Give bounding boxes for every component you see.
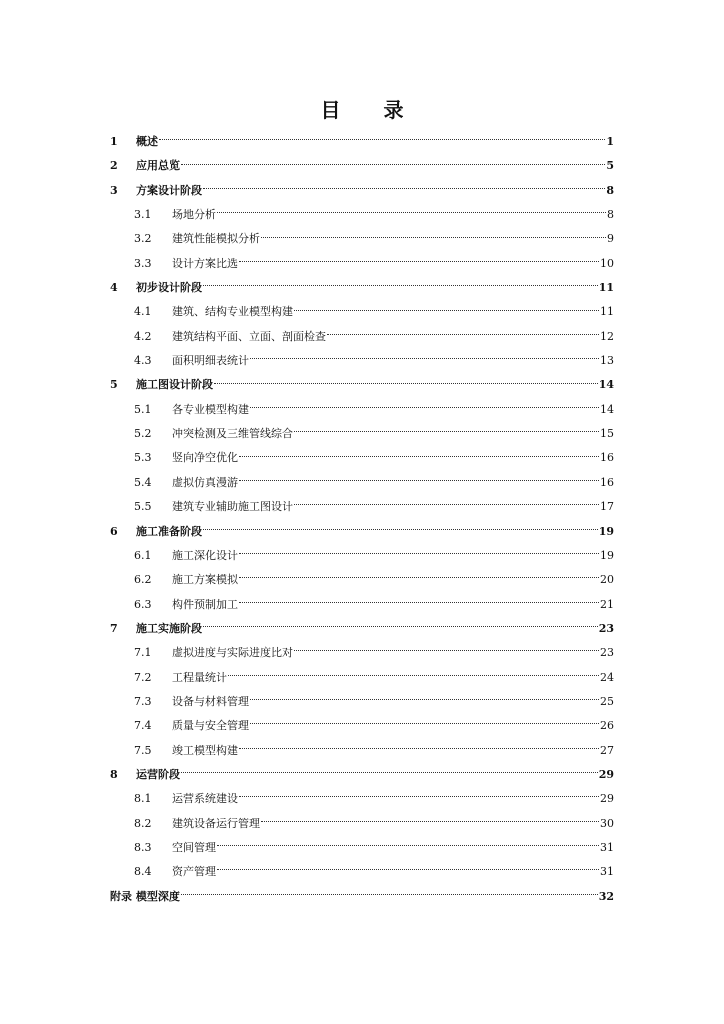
toc-entry-number: 6.3	[134, 597, 152, 611]
toc-entry[interactable]	[110, 179, 614, 203]
toc-entry-number: 7.3	[134, 694, 152, 708]
toc-entry-title: 施工深化设计	[172, 548, 238, 562]
toc-entry-page: 21	[600, 597, 614, 611]
toc-entry-title: 施工准备阶段	[136, 524, 202, 538]
dot-leader	[327, 333, 599, 335]
toc-entry-number: 6.1	[134, 548, 152, 562]
dot-leader	[294, 503, 599, 505]
toc-entry[interactable]	[110, 739, 614, 763]
dot-leader	[228, 674, 599, 676]
dot-leader	[239, 552, 599, 554]
toc-entry-page: 12	[600, 329, 614, 343]
toc-entry[interactable]	[110, 373, 614, 397]
toc-entry-title: 竖向净空优化	[172, 451, 238, 465]
toc-entry[interactable]	[110, 690, 614, 714]
toc-entry[interactable]	[110, 349, 614, 373]
toc-entry-title: 虚拟仿真漫游	[172, 475, 238, 489]
toc-entry[interactable]	[110, 227, 614, 251]
dot-leader	[294, 430, 599, 432]
dot-leader	[217, 211, 606, 213]
dot-leader	[214, 382, 598, 384]
toc-entry-title: 运营系统建设	[172, 792, 238, 806]
dot-leader	[239, 455, 599, 457]
toc-entry-page: 31	[600, 840, 614, 854]
toc-entry-number: 5.3	[134, 451, 152, 465]
toc-entry-number: 5	[110, 378, 118, 392]
dot-leader	[239, 795, 599, 797]
toc-entry[interactable]	[110, 520, 614, 544]
toc-entry-title: 建筑、结构专业模型构建	[172, 305, 293, 319]
toc-entry-title: 概述	[136, 135, 158, 148]
toc-entry-title: 竣工模型构建	[172, 743, 238, 757]
toc-entry[interactable]	[110, 203, 614, 227]
toc-entry-title: 设备与材料管理	[172, 694, 249, 708]
toc-entry[interactable]	[110, 325, 614, 349]
toc-entry[interactable]	[110, 471, 614, 495]
toc-entry-title: 场地分析	[172, 208, 216, 222]
toc-entry[interactable]	[110, 885, 614, 909]
toc-entry-page: 1	[606, 135, 614, 148]
toc-entry[interactable]	[110, 495, 614, 519]
toc-entry[interactable]	[110, 154, 614, 178]
toc-entry[interactable]	[110, 860, 614, 884]
dot-leader	[181, 771, 598, 773]
toc-entry-page: 5	[606, 159, 614, 173]
dot-leader	[239, 260, 599, 262]
toc-entry-title: 建筑结构平面、立面、剖面检查	[172, 329, 326, 343]
toc-entry-number: 7.4	[134, 719, 152, 733]
toc-entry-number: 6.2	[134, 573, 152, 587]
toc-entry-number: 8.4	[134, 865, 152, 879]
toc-entry-number: 7.2	[134, 670, 152, 684]
toc-entry-page: 14	[600, 402, 614, 416]
dot-leader	[203, 284, 598, 286]
toc-entry-title: 空间管理	[172, 840, 216, 854]
toc-entry-page: 19	[598, 524, 614, 538]
toc-entry[interactable]	[110, 568, 614, 592]
toc-entry-page: 25	[600, 694, 614, 708]
dot-leader	[261, 236, 606, 238]
dot-leader	[181, 893, 598, 895]
toc-entry-number: 2	[110, 159, 118, 173]
toc-entry-title: 资产管理	[172, 865, 216, 879]
toc-entry-number: 7	[110, 621, 118, 635]
toc-entry-number: 3	[110, 183, 118, 197]
toc-entry-number: 5.5	[134, 500, 152, 514]
toc-entry-title: 建筑设备运行管理	[172, 816, 260, 830]
toc-entry-page: 8	[606, 183, 614, 197]
toc-entry-page: 16	[600, 475, 614, 489]
toc-entry-title: 质量与安全管理	[172, 719, 249, 733]
toc-entry[interactable]	[110, 812, 614, 836]
toc-entry[interactable]	[110, 446, 614, 470]
toc-entry-title: 冲突检测及三维管线综合	[172, 427, 293, 441]
toc-entry-title: 初步设计阶段	[136, 281, 202, 295]
toc-entry-page: 11	[600, 305, 614, 319]
toc-entry-number: 3.3	[134, 256, 152, 270]
toc-entry-title: 施工图设计阶段	[136, 378, 213, 392]
toc-entry-page: 27	[600, 743, 614, 757]
toc-entry-number: 8	[110, 767, 118, 781]
toc-entry-title: 方案设计阶段	[136, 183, 202, 197]
toc-entry[interactable]	[110, 763, 614, 787]
toc-entry[interactable]	[110, 300, 614, 324]
toc-entry-title: 运营阶段	[136, 767, 180, 781]
page-title: 目 录	[320, 98, 422, 122]
dot-leader	[217, 844, 599, 846]
toc-entry-number: 4.3	[134, 354, 152, 368]
toc-entry[interactable]	[110, 714, 614, 738]
toc-entry[interactable]	[110, 130, 614, 154]
toc-entry[interactable]	[110, 836, 614, 860]
dot-leader	[250, 406, 599, 408]
toc-entry-title: 虚拟进度与实际进度比对	[172, 646, 293, 660]
toc-entry-title: 应用总览	[136, 159, 180, 173]
dot-leader	[261, 820, 599, 822]
toc-entry-number: 3.2	[134, 232, 152, 246]
toc-entry[interactable]	[110, 544, 614, 568]
dot-leader	[250, 722, 599, 724]
toc-entry-title: 各专业模型构建	[172, 402, 249, 416]
toc-entry-title: 面积明细表统计	[172, 354, 249, 368]
toc-entry-page: 11	[598, 281, 614, 295]
toc-entry-page: 32	[598, 889, 614, 903]
toc-entry-page: 24	[600, 670, 614, 684]
toc-entry-number: 4.2	[134, 329, 152, 343]
toc-entry-page: 13	[600, 354, 614, 368]
dot-leader	[181, 163, 605, 165]
toc-entry-number: 1	[110, 135, 118, 148]
dot-leader	[159, 138, 605, 140]
toc-entry-number: 6	[110, 524, 118, 538]
toc-entry-page: 29	[600, 792, 614, 806]
toc-entry-title: 施工实施阶段	[136, 621, 202, 635]
toc-entry-page: 16	[600, 451, 614, 465]
toc-entry-title: 附录 模型深度	[110, 889, 180, 903]
toc-entry[interactable]	[110, 398, 614, 422]
dot-leader	[239, 576, 599, 578]
toc-entry[interactable]	[110, 617, 614, 641]
dot-leader	[250, 698, 599, 700]
dot-leader	[294, 309, 599, 311]
toc-entry-number: 4.1	[134, 305, 152, 319]
dot-leader	[203, 187, 605, 189]
toc-entry-page: 20	[600, 573, 614, 587]
toc-entry-page: 26	[600, 719, 614, 733]
dot-leader	[239, 479, 599, 481]
toc-entry[interactable]	[110, 276, 614, 300]
toc-entry-page: 14	[598, 378, 614, 392]
dot-leader	[203, 528, 598, 530]
dot-leader	[239, 601, 599, 603]
toc-entry-number: 8.3	[134, 840, 152, 854]
toc-entry-number: 5.4	[134, 475, 152, 489]
toc-entry-number: 8.1	[134, 792, 152, 806]
dot-leader	[294, 649, 599, 651]
dot-leader	[217, 868, 599, 870]
toc-entry-page: 23	[600, 646, 614, 660]
toc-entry-page: 9	[607, 232, 614, 246]
toc-entry-title: 设计方案比选	[172, 256, 238, 270]
toc-entry-number: 5.1	[134, 402, 152, 416]
toc-entry-number: 7.5	[134, 743, 152, 757]
toc-entry-title: 构件预制加工	[172, 597, 238, 611]
toc-entry-title: 建筑性能模拟分析	[172, 232, 260, 246]
toc-entry-number: 7.1	[134, 646, 152, 660]
dot-leader	[250, 357, 599, 359]
dot-leader	[239, 747, 599, 749]
toc-entry-number: 3.1	[134, 208, 152, 222]
toc-entry-number: 8.2	[134, 816, 152, 830]
toc-entry-title: 施工方案模拟	[172, 573, 238, 587]
toc-entry-page: 23	[598, 621, 614, 635]
toc-entry-page: 10	[600, 256, 614, 270]
toc-entry-page: 19	[600, 548, 614, 562]
toc-entry-number: 5.2	[134, 427, 152, 441]
dot-leader	[203, 625, 598, 627]
table-of-contents	[110, 130, 614, 909]
toc-entry[interactable]	[110, 666, 614, 690]
toc-entry[interactable]	[110, 252, 614, 276]
toc-entry-page: 8	[607, 208, 614, 222]
toc-entry-page: 15	[600, 427, 614, 441]
toc-entry-number: 4	[110, 281, 118, 295]
toc-entry-title: 工程量统计	[172, 670, 227, 684]
toc-entry-page: 31	[600, 865, 614, 879]
toc-entry[interactable]	[110, 422, 614, 446]
toc-entry-title: 建筑专业辅助施工图设计	[172, 500, 293, 514]
toc-entry-page: 17	[600, 500, 614, 514]
toc-entry[interactable]	[110, 593, 614, 617]
toc-entry-page: 30	[600, 816, 614, 830]
toc-entry[interactable]	[110, 787, 614, 811]
toc-entry[interactable]	[110, 641, 614, 665]
toc-entry-page: 29	[598, 767, 614, 781]
